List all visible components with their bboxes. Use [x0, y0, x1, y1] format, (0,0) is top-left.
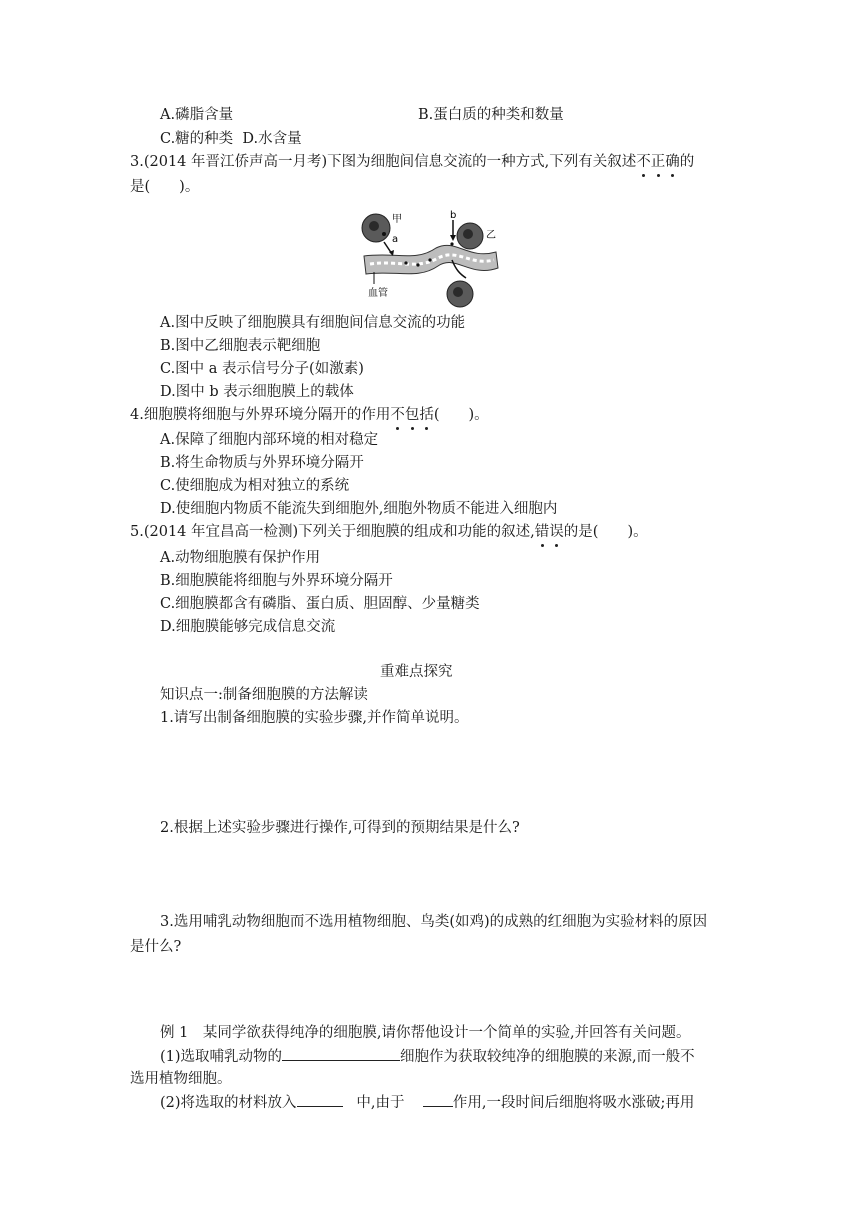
q4-option-c: C.使细胞成为相对独立的系统 — [160, 478, 350, 494]
q3-emphasis-2: 正 — [650, 154, 666, 170]
answer-blank-3[interactable] — [423, 1092, 453, 1107]
q5-emphasis-2: 误 — [549, 524, 564, 540]
section-question-2: 2.根据上述实验步骤进行操作,可得到的预期结果是什么? — [160, 820, 520, 836]
arrow-b-head — [450, 235, 456, 241]
q3-emphasis-1: 不 — [636, 154, 651, 170]
q5-option-d: D.细胞膜能够完成信息交流 — [160, 619, 336, 635]
q5-stem-prefix: 5.(2014 年宜昌高一检测)下列关于细胞膜的组成和功能的叙述, — [130, 524, 535, 540]
example-p2-b: 中,由于 — [356, 1095, 405, 1111]
q3-stem-prefix: 3.(2014 年晋江侨声高一月考)下图为细胞间信息交流的一种方式,下列有关叙述 — [130, 154, 637, 170]
example-intro: 例 1 某同学欲获得纯净的细胞膜,请你帮他设计一个简单的实验,并回答有关问题。 — [160, 1025, 691, 1041]
q2-option-c — [160, 129, 302, 149]
section-question-3-line1: 3.选用哺乳动物细胞而不选用植物细胞、鸟类(如鸡)的成熟的红细胞为实验材料的原因 — [160, 914, 708, 930]
q2-option-b: B.蛋白质的种类和数量 — [418, 107, 564, 123]
q4-option-a: A.保障了细胞内部环境的相对稳定 — [160, 432, 379, 448]
q4-emphasis-2: 包 — [404, 407, 420, 423]
cell-jia-granule — [382, 232, 386, 236]
answer-blank-1[interactable] — [282, 1046, 400, 1061]
label-jia: 甲 — [392, 214, 402, 225]
label-yi: 乙 — [486, 230, 496, 241]
example-p1-a: (1)选取哺乳动物的 — [160, 1049, 283, 1065]
q3-stem — [130, 152, 694, 172]
q5-emphasis-1: 错 — [534, 524, 550, 540]
cell-yi-nucleus — [463, 229, 473, 239]
cell-signaling-figure — [356, 208, 506, 308]
answer-blank-2[interactable] — [297, 1092, 343, 1107]
signal-dot-1 — [404, 261, 407, 264]
example-part-1 — [160, 1046, 695, 1067]
q3-option-b: B.图中乙细胞表示靶细胞 — [160, 338, 321, 354]
q3-emphasis-3: 确 — [665, 154, 680, 170]
knowledge-point-title: 知识点一:制备细胞膜的方法解读 — [160, 687, 368, 703]
q3-option-a: A.图中反映了细胞膜具有细胞间信息交流的功能 — [160, 315, 466, 331]
example-p2-c: 作用,一段时间后细胞将吸水涨破;再用 — [452, 1095, 695, 1111]
q5-option-b: B.细胞膜能将细胞与外界环境分隔开 — [160, 573, 393, 589]
example-p1-c: 选用植物细胞。 — [130, 1071, 232, 1087]
signal-dot-4 — [450, 242, 453, 245]
q5-stem — [130, 522, 648, 542]
label-a: a — [392, 234, 399, 245]
signal-dot-3 — [428, 258, 431, 261]
q3-option-d: D.图中 b 表示细胞膜上的载体 — [160, 384, 354, 400]
q4-stem-suffix: ( )。 — [433, 407, 489, 423]
example-part-2 — [160, 1092, 694, 1113]
section-question-1: 1.请写出制备细胞膜的实验步骤,并作简单说明。 — [160, 710, 469, 726]
q2-option-a: A.磷脂含量 — [160, 107, 234, 123]
example-p2-a: (2)将选取的材料放入 — [160, 1095, 297, 1111]
q5-option-c: C.细胞膜都含有磷脂、蛋白质、胆固醇、少量糖类 — [160, 596, 480, 612]
signal-dot-2 — [416, 263, 419, 266]
q3-stem-suffix: 的 — [679, 154, 695, 170]
example-p1-b: 细胞作为获取较纯净的细胞膜的来源,而一般不 — [400, 1049, 695, 1065]
q5-stem-suffix: 的是( )。 — [563, 524, 648, 540]
q4-option-b: B.将生命物质与外界环境分隔开 — [160, 455, 364, 471]
q4-emphasis-1: 不 — [390, 407, 405, 423]
label-b: b — [450, 210, 457, 221]
q3-stem-line2: 是( )。 — [130, 179, 200, 195]
label-vessel: 血管 — [368, 288, 388, 299]
q3-option-c: C.图中 a 表示信号分子(如激素) — [160, 361, 364, 377]
section-title: 重难点探究 — [380, 664, 453, 680]
cell-jia-nucleus — [369, 221, 379, 231]
q2-option-d: D.水含量 — [242, 131, 302, 147]
q2-option-c-text: C.糖的种类 — [160, 131, 234, 147]
q4-emphasis-3: 括 — [419, 407, 434, 423]
cell-bottom-nucleus — [453, 287, 463, 297]
q4-stem — [130, 405, 489, 425]
q4-option-d: D.使细胞内物质不能流失到细胞外,细胞外物质不能进入细胞内 — [160, 501, 558, 517]
q4-stem-prefix: 4.细胞膜将细胞与外界环境分隔开的作用 — [130, 407, 391, 423]
section-question-3-line2: 是什么? — [130, 939, 182, 955]
q5-option-a: A.动物细胞膜有保护作用 — [160, 550, 321, 566]
